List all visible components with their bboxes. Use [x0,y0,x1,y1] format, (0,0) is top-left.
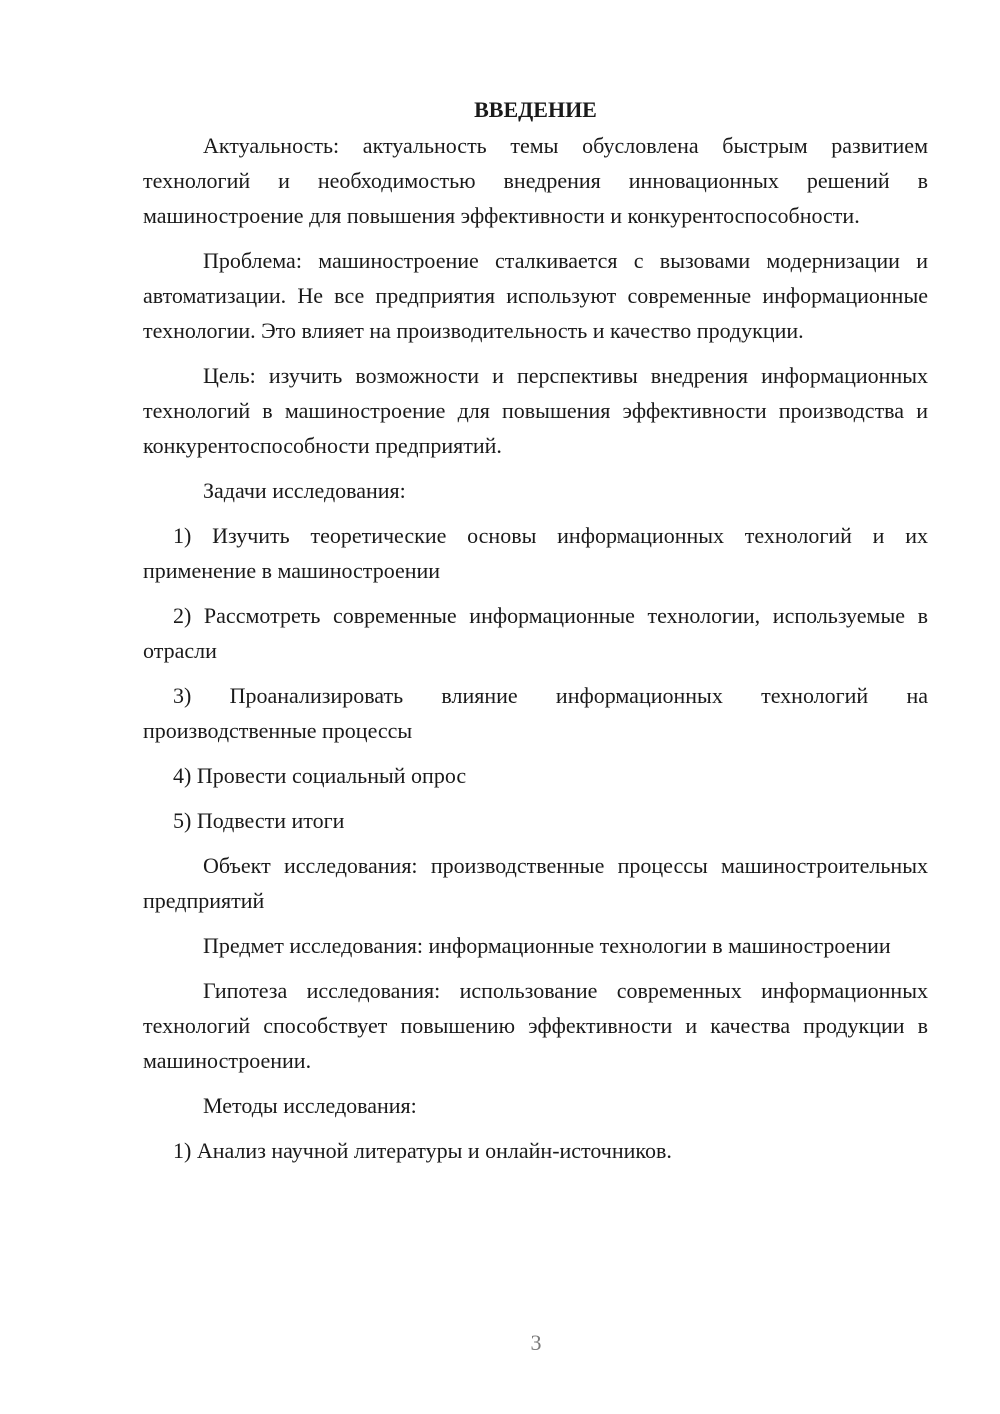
hypothesis-paragraph: Гипотеза исследования: использование современных информационных технологий способствует повышению эффективности и качества продукции в машиностроении. [143,978,928,1073]
page-content [143,92,928,1178]
task-item-4: 4) Провести социальный опрос [173,763,467,788]
object-paragraph: Объект исследования: производственные процессы машиностроительных предприятий [143,853,928,913]
method-item-1: 1) Анализ научной литературы и онлайн-источников. [173,1138,672,1163]
task-item-1: 1) Изучить теоретические основы информационных технологий и их применение в машиностроении [143,523,928,583]
methods-title: Методы исследования: [203,1093,417,1118]
tasks-title: Задачи исследования: [203,478,406,503]
subject-paragraph: Предмет исследования: информационные технологии в машиностроении [203,933,891,958]
task-item-3: 3) Проанализировать влияние информационных технологий на производственные процессы [143,683,928,743]
goal-paragraph: Цель: изучить возможности и перспективы внедрения информационных технологий в машиностроение для повышения эффективности производства и конкурентоспособности предприятий. [143,363,928,458]
problem-paragraph: Проблема: машиностроение сталкивается с вызовами модернизации и автоматизации. Не все предприятия используют современные информационные технологии. Это влияет на производительность и качество продукции. [143,248,928,343]
relevance-paragraph: Актуальность: актуальность темы обусловлена быстрым развитием технологий и необходимостью внедрения инновационных решений в машиностроение для повышения эффективности и конкурентоспособности. [143,133,928,228]
page-number: 3 [530,1330,542,1355]
task-item-5: 5) Подвести итоги [173,808,345,833]
task-item-2: 2) Рассмотреть современные информационные технологии, используемые в отрасли [143,603,928,663]
section-heading: ВВЕДЕНИЕ [474,97,597,122]
